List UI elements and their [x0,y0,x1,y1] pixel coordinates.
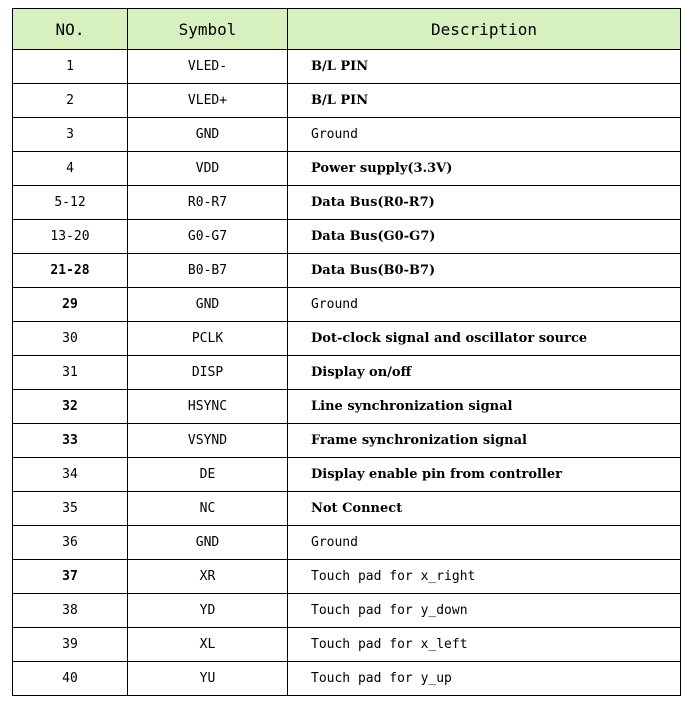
pin-description: Power supply(3.3V) [288,152,681,186]
table-row [13,458,681,492]
pin-symbol: HSYNC [128,390,288,424]
pin-symbol: NC [128,492,288,526]
pin-number: 32 [13,390,128,424]
pin-number: 4 [13,152,128,186]
pin-symbol: R0-R7 [128,186,288,220]
pin-description: Display on/off [288,356,681,390]
pin-symbol: DISP [128,356,288,390]
table-row [13,152,681,186]
table-row [13,560,681,594]
pin-description: Touch pad for y_up [288,662,681,696]
pin-number: 39 [13,628,128,662]
pin-symbol: XR [128,560,288,594]
table-row [13,526,681,560]
header-row [13,9,681,50]
pin-symbol: G0-G7 [128,220,288,254]
pin-description: Data Bus(B0-B7) [288,254,681,288]
table-row [13,220,681,254]
table-row [13,662,681,696]
table-row [13,390,681,424]
pin-number: 30 [13,322,128,356]
table-row [13,186,681,220]
pin-number: 5-12 [13,186,128,220]
pin-table-header [13,9,681,50]
pin-symbol: PCLK [128,322,288,356]
pin-symbol: YD [128,594,288,628]
header-no: NO. [13,9,128,50]
pin-description: Display enable pin from controller [288,458,681,492]
pin-symbol: DE [128,458,288,492]
pin-description: Frame synchronization signal [288,424,681,458]
pin-symbol: GND [128,118,288,152]
table-row [13,288,681,322]
pin-number: 33 [13,424,128,458]
pin-number: 3 [13,118,128,152]
pin-number: 31 [13,356,128,390]
pin-symbol: XL [128,628,288,662]
pin-symbol: B0-B7 [128,254,288,288]
pin-description: Ground [288,118,681,152]
table-row [13,628,681,662]
pin-symbol: GND [128,288,288,322]
pin-description: Touch pad for x_right [288,560,681,594]
table-row [13,118,681,152]
table-row [13,424,681,458]
pin-number: 13-20 [13,220,128,254]
header-symbol: Symbol [128,9,288,50]
pin-number: 36 [13,526,128,560]
header-description: Description [288,9,681,50]
pin-number: 29 [13,288,128,322]
pin-symbol: VLED- [128,50,288,84]
pin-symbol: VSYND [128,424,288,458]
pin-symbol: GND [128,526,288,560]
pin-description: Ground [288,288,681,322]
pin-number: 34 [13,458,128,492]
table-row [13,50,681,84]
pin-description: B/L PIN [288,50,681,84]
pin-symbol: VDD [128,152,288,186]
pin-number: 35 [13,492,128,526]
pin-description: Touch pad for y_down [288,594,681,628]
table-row [13,254,681,288]
pin-number: 2 [13,84,128,118]
table-row [13,322,681,356]
pin-number: 21-28 [13,254,128,288]
pin-number: 40 [13,662,128,696]
pin-number: 37 [13,560,128,594]
table-row [13,594,681,628]
pin-description: Touch pad for x_left [288,628,681,662]
pin-description: B/L PIN [288,84,681,118]
pin-description: Ground [288,526,681,560]
pin-description: Data Bus(R0-R7) [288,186,681,220]
pin-table [12,8,681,696]
pin-description: Line synchronization signal [288,390,681,424]
table-row [13,356,681,390]
table-row [13,84,681,118]
pin-description: Not Connect [288,492,681,526]
pin-description: Dot-clock signal and oscillator source [288,322,681,356]
pin-table-body [13,50,681,696]
pin-symbol: VLED+ [128,84,288,118]
pin-description: Data Bus(G0-G7) [288,220,681,254]
pin-number: 38 [13,594,128,628]
table-row [13,492,681,526]
pin-symbol: YU [128,662,288,696]
pin-number: 1 [13,50,128,84]
